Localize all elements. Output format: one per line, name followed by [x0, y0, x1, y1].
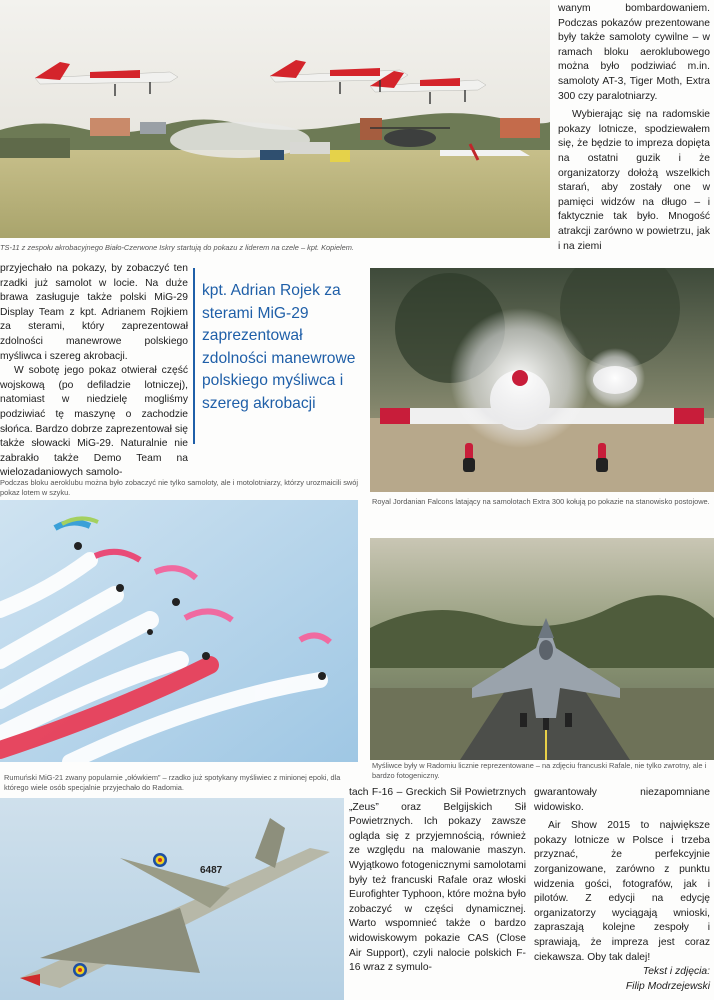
paragraph: gwarantowały niezapomniane widowisko. [534, 787, 710, 813]
photo-rafale [370, 538, 714, 760]
photo-extra300-falcons [370, 268, 714, 492]
right-text-column [534, 786, 710, 994]
author-credit-label: Tekst i zdjęcia: [642, 966, 710, 978]
photo-paragliders [0, 500, 358, 762]
paragraph: W sobotę jego pokaz otwierał część wojskową (po defiladzie lotniczej), natomiast w niedzielę mogliśmy podziwiać tę maszynę o zachodzie słońca. Bardzo dobrze zaprezentował się także słowacki MiG-29. Naturalnie nie zabrakło także Demo Team na wielozadaniowych samolo- [0, 365, 188, 479]
caption-rafale: Myśliwce były w Radomiu licznie reprezentowane – na zdjęciu francuski Rafale, nie tylko zwrotny, ale i bardzo fotogeniczny. [372, 761, 707, 780]
top-right-text-column [558, 2, 710, 254]
paragraph: wanym bombardowaniem. Podczas pokazów prezentowane były także samoloty cywilne – w ramach bloku aeroklubowego można było podziwiać m.in. samoloty AT-3, Tiger Moth, Extra 300 czy paralotniarzy. [558, 3, 710, 102]
paragraph: Wybierając się na radomskie pokazy lotnicze, spodziewałem się, że będzie to impreza dopięta na ostatni guzik i że organizatorzy dołożą wszelkich starań, aby zostały one w pamięci widzów na długo – i faktycznie tak było. Mnogość atrakcji zarówno w powietrzu, jak i na ziemi [558, 109, 710, 252]
photo-mig21 [0, 798, 344, 1000]
mig21-serial-text: 6487 [200, 865, 223, 876]
paragraph: przyjechało na pokazy, by zobaczyć ten rzadki już samolot w locie. Na duże brawa zasługuje także polski MiG-29 Display Team z kpt. Adrianem Rojkiem za sterami, który zaprezentował zdolności manewrowe polskiego myśliwca i szereg akrobacji. [0, 263, 188, 362]
paragraph: tach F-16 – Greckich Sił Powietrznych „Zeus” oraz Belgijskich Sił Powietrznych. Ich pokazy zawsze ogląda się z przyjemnością, również ze względu na malowanie maszyn. Wyjątkowo fotogenicznymi samolotami były też francuski Rafale oraz włoski Eurofighter Typhoon, które można było zobaczyć w części dynamicznej. Warto wspomnieć także o bardzo widowiskowym pokazie CAS (Close Air Support), czyli nalocie polskich F-16 wraz z symulo- [349, 787, 526, 974]
photo-ts11-takeoff [0, 0, 550, 238]
caption-ts11: TS-11 z zespołu akrobacyjnego Biało-Czerwone Iskry startują do pokazu z liderem na czele – kpt. Kopielem. [0, 243, 354, 252]
caption-mig21: Rumuński MiG-21 zwany popularnie „ołówkiem” – rzadko już spotykany myśliwiec z minionej epoki, dla którego wiele osób specjalnie przyjechało do Radomia. [4, 773, 341, 792]
left-text-column [0, 262, 188, 481]
paragraph: Air Show 2015 to największe pokazy lotnicze w Polsce i trzeba przyznać, że perfekcyjnie zorganizowane, zarówno z punktu widzenia gości, fotografów, jak i pilotów. Z edycji na edycję organizatorzy wyciągają wnioski, zapraszają kolejne zespoły i sprawiają, że impreza jest coraz ciekawsza. Oby tak dalej! [534, 820, 710, 963]
pull-quote-rule [193, 268, 195, 444]
pull-quote: kpt. Adrian Rojek za sterami MiG-29 zaprezentował zdolności manewrowe polskiego myśliwca i szereg akrobacji [202, 282, 356, 412]
author-credit-name: Filip Modrzejewski [625, 980, 710, 992]
caption-paragliders: Podczas bloku aeroklubu można było zobaczyć nie tylko samoloty, ale i motolotniarzy, którzy urozmaicili swój pokaz lotem w szyku. [0, 478, 358, 497]
mid-text-column [349, 786, 526, 976]
caption-extra300: Royal Jordanian Falcons latający na samolotach Extra 300 kołują po pokazie na stanowisko postojowe. [372, 497, 710, 506]
